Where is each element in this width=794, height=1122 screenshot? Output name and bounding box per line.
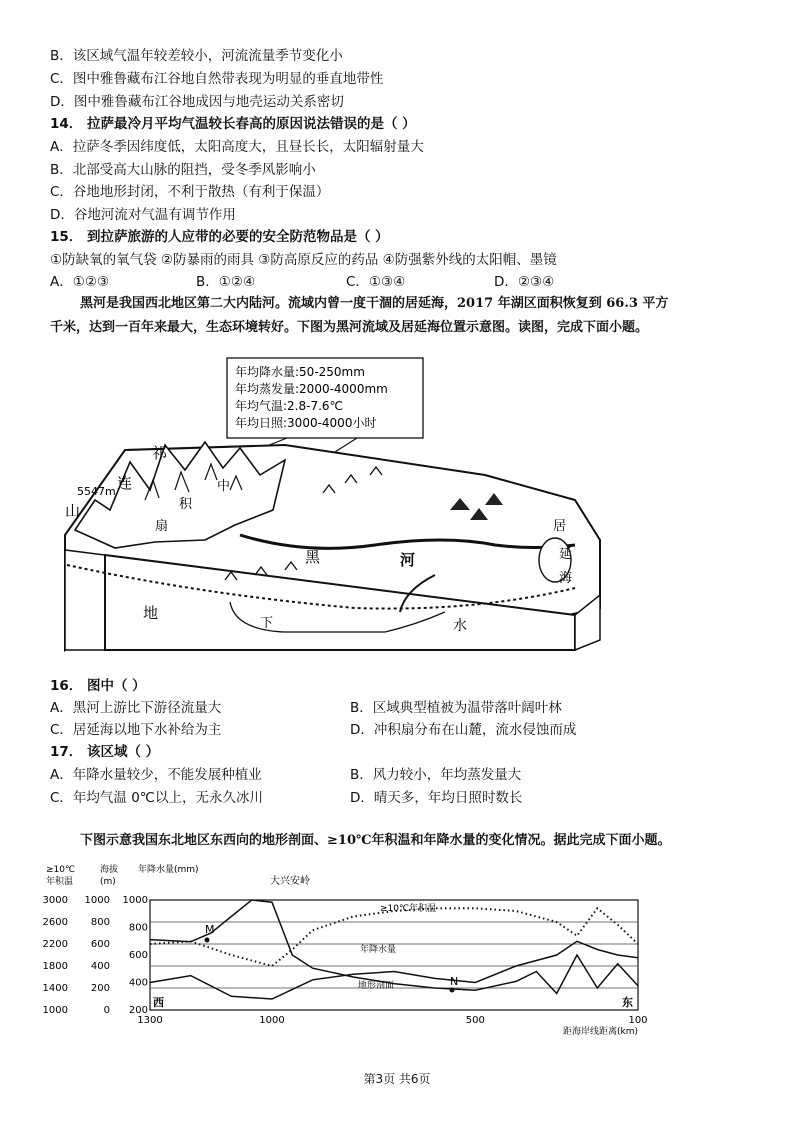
q14-option-d: D．谷地河流对气温有调节作用 — [50, 207, 236, 223]
axis-tick-1: 200 — [90, 983, 110, 994]
climate-precip: 年均降水量:50-250mm — [235, 365, 365, 379]
q13-option-c: C．图中雅鲁藏布江谷地自然带表现为明显的垂直地带性 — [50, 71, 384, 87]
q16-option-b: B．区域典型植被为温带落叶阔叶林 — [350, 700, 562, 716]
heihe-intro-line1: 黑河是我国西北地区第二大内陆河。流域内曾一度干涸的居延海，2017 年湖区面积恢复到 66.3 平方 — [80, 296, 669, 311]
q15-items: ①防缺氧的氧气袋 ②防暴雨的雨具 ③防高原反应的药品 ④防强紫外线的太阳帽、墨镜 — [50, 252, 557, 268]
q17-option-c: C．年均气温 0℃以上，无永久冰川 — [50, 790, 263, 806]
northeast-intro: 下图示意我国东北地区东西向的地形剖面、≥10℃年积温和年降水量的变化情况。据此完成下面小题。 — [80, 833, 671, 848]
label-qi: 祁 — [152, 444, 168, 462]
q16-option-d: D．冲积扇分布在山麓，流水侵蚀而成 — [350, 722, 577, 738]
axis-label-2: 年降水量(mm) — [138, 865, 199, 875]
plot-frame — [150, 900, 638, 1010]
label-di: 地 — [143, 604, 159, 622]
axis-tick-2: 1000 — [122, 895, 148, 906]
heihe-intro — [50, 292, 750, 340]
label-shan2: 扇 — [155, 519, 169, 534]
northeast-profile-chart — [40, 860, 660, 1035]
q16-stem: 16． 图中（ ） — [50, 678, 146, 694]
label-yan: 延 — [559, 547, 573, 562]
series-label-0: ≥10℃年积温 — [380, 904, 437, 914]
q17-stem: 17． 该区域（ ） — [50, 744, 160, 760]
axis-tick-1: 0 — [103, 1005, 110, 1016]
label-xia: 下 — [260, 616, 274, 631]
annotation-1: M — [205, 923, 215, 936]
climate-temp: 年均气温:2.8-7.6℃ — [235, 399, 344, 413]
axis-tick-1: 1000 — [84, 895, 110, 906]
label-hei: 黑 — [305, 548, 321, 566]
x-tick: 500 — [465, 1015, 485, 1026]
q15-option-a: A．①②③ — [50, 274, 110, 290]
q15-option-d: D．②③④ — [494, 274, 555, 290]
q13-option-b: B．该区域气温年较差较小，河流流量季节变化小 — [50, 48, 343, 64]
q17-option-b: B．风力较小，年均蒸发量大 — [350, 767, 522, 783]
annotation-2: N — [450, 975, 459, 988]
q15-stem: 15． 到拉萨旅游的人应带的必要的安全防范物品是（ ） — [50, 229, 389, 245]
q14-option-c: C．谷地地形封闭，不利于散热（有利于保温） — [50, 184, 330, 200]
annotation-4: 东 — [622, 996, 633, 1009]
x-tick: 1000 — [259, 1015, 285, 1026]
q14-option-b: B．北部受高大山脉的阻挡，受冬季风影响小 — [50, 162, 316, 178]
point-n — [450, 988, 455, 993]
series-label-1: 年降水量 — [360, 945, 397, 955]
axis-tick-0: 2600 — [42, 917, 68, 928]
axis-label-1: (m) — [100, 877, 116, 887]
annotation-3: 西 — [153, 996, 164, 1009]
q14-stem: 14． 拉萨最冷月平均气温较长春高的原因说法错误的是（ ） — [50, 116, 416, 132]
label-ju: 居 — [553, 519, 567, 534]
x-tick: 1300 — [137, 1015, 163, 1026]
axis-tick-0: 1800 — [42, 961, 68, 972]
heihe-intro-line2: 千米，达到一百年来最大，生态环境转好。下图为黑河流域及居延海位置示意图。读图，完成下面小题。 — [50, 320, 649, 335]
x-tick: 100 — [628, 1015, 648, 1026]
series-label-2: 地形剖面 — [358, 981, 395, 991]
series-line-0 — [150, 908, 638, 966]
label-lian: 连 — [117, 474, 133, 492]
axis-label-1: 海拔 — [100, 865, 119, 875]
label-ji: 积 — [179, 497, 193, 512]
axis-tick-2: 800 — [128, 922, 148, 934]
q13-option-d: D．图中雅鲁藏布江谷地成因与地壳运动关系密切 — [50, 94, 344, 110]
axis-tick-0: 2200 — [42, 939, 68, 950]
peak-elevation: 5547m — [77, 485, 116, 498]
axis-tick-2: 600 — [128, 950, 148, 961]
q17-option-a: A．年降水量较少，不能发展种植业 — [50, 767, 262, 783]
q16-option-c: C．居延海以地下水补给为主 — [50, 722, 222, 738]
axis-tick-1: 600 — [90, 939, 110, 950]
axis-label-0: ≥10℃ — [46, 865, 76, 875]
label-he: 河 — [400, 551, 416, 569]
climate-sun: 年均日照:3000-4000小时 — [235, 416, 377, 430]
heihe-block-diagram — [55, 350, 615, 670]
axis-tick-0: 3000 — [42, 895, 68, 906]
axis-label-0: 年积温 — [46, 877, 74, 887]
q15-option-b: B．①②④ — [196, 274, 256, 290]
x-axis-label: 距海岸线距离(km) — [562, 1027, 638, 1035]
label-hai: 海 — [559, 571, 573, 586]
q16-option-a: A．黑河上游比下游径流量大 — [50, 700, 222, 716]
axis-tick-0: 1400 — [42, 983, 68, 994]
label-shui: 水 — [453, 618, 467, 634]
label-shan: 山 — [65, 502, 81, 520]
label-zhong: 中 — [217, 479, 231, 494]
axis-tick-2: 400 — [128, 977, 148, 989]
q15-options — [50, 272, 554, 292]
annotation-0: 大兴安岭 — [270, 876, 310, 887]
axis-tick-0: 1000 — [42, 1005, 68, 1016]
q17-option-d: D．晴天多，年均日照时数长 — [350, 790, 523, 806]
q15-option-c: C．①③④ — [346, 274, 406, 290]
climate-evap: 年均蒸发量:2000-4000mm — [235, 382, 388, 396]
page-footer: 第3页 共6页 — [363, 1072, 431, 1086]
block-left-face — [65, 550, 105, 650]
axis-tick-1: 800 — [90, 917, 110, 928]
axis-tick-2: 200 — [128, 1005, 148, 1016]
q14-option-a: A．拉萨冬季因纬度低，太阳高度大，且昼长长，太阳辐射量大 — [50, 139, 424, 155]
point-m — [205, 938, 210, 943]
axis-tick-1: 400 — [90, 961, 110, 972]
